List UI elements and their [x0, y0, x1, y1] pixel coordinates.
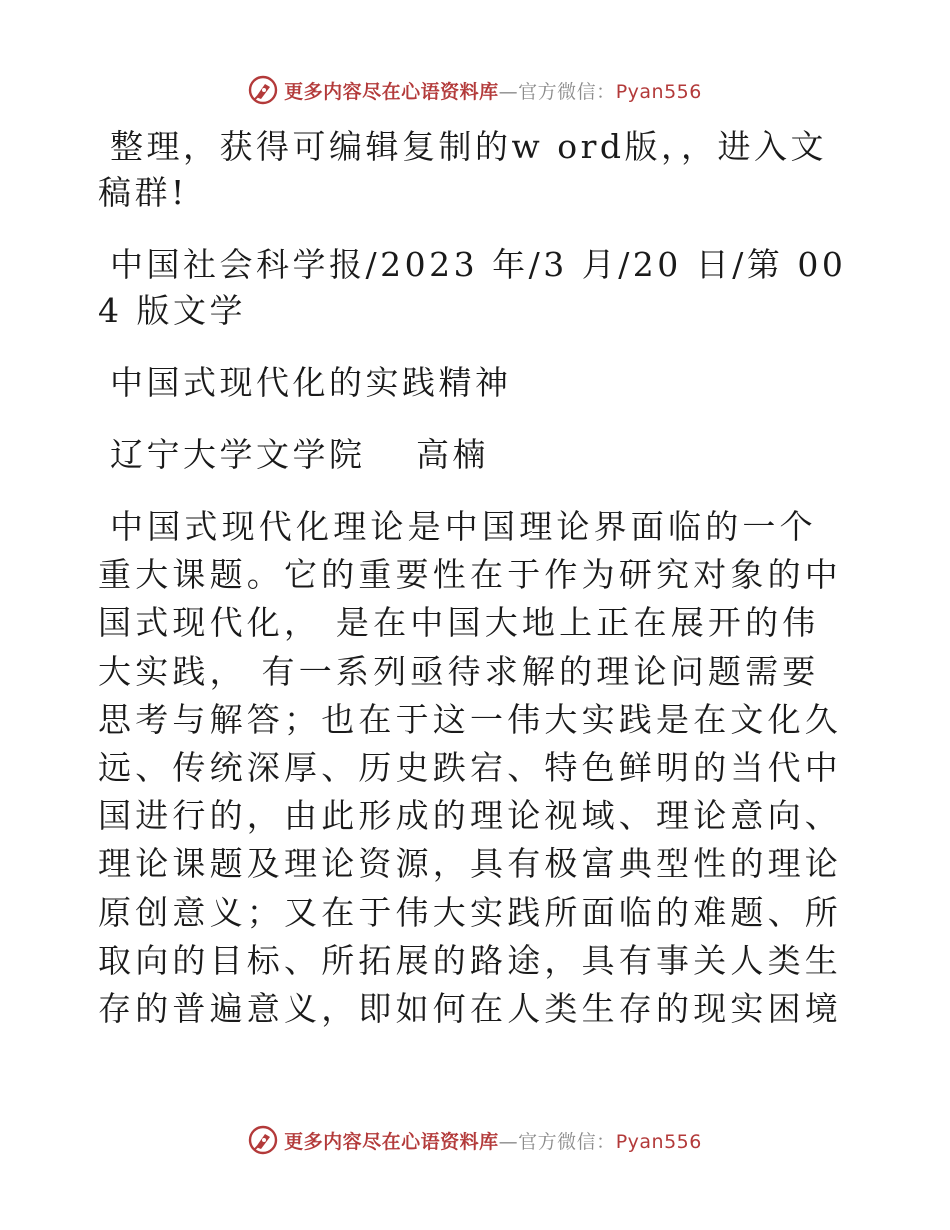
footer-banner — [0, 1122, 950, 1158]
banner-text — [284, 77, 702, 104]
banner-separator: — — [498, 80, 519, 103]
banner-text — [284, 1127, 702, 1154]
wechat-id: Pyan556 — [615, 1130, 702, 1153]
wechat-label: 官方微信： — [518, 80, 616, 103]
banner-slogan: 更多内容尽在心语资料库 — [284, 1130, 499, 1153]
notice-text: 整理，获得可编辑复制的w ord版，，进入文稿群! — [98, 127, 828, 212]
wechat-label: 官方微信： — [518, 1130, 616, 1153]
wechat-id: Pyan556 — [615, 80, 702, 103]
banner-slogan: 更多内容尽在心语资料库 — [284, 80, 499, 103]
pen-nib-icon — [248, 1125, 278, 1155]
source-line: 中国社会科学报/2023 年/3 月/20 日/第 004 版文学 — [98, 245, 847, 330]
pen-nib-icon — [248, 75, 278, 105]
banner-separator: — — [498, 1130, 519, 1153]
author-line: 辽宁大学文学院 高楠 — [110, 434, 489, 474]
header-banner — [0, 72, 950, 108]
article-title: 中国式现代化的实践精神 — [110, 363, 512, 402]
document-body — [98, 124, 850, 1060]
body-paragraph: 中国式现代化理论是中国理论界面临的一个重大课题。它的重要性在于作为研究对象的中国式现代化， 是在中国大地上正在展开的伟大实践， 有一系列亟待求解的理论问题需要思考与解答；也在于这一伟大实践是在文化久远、传统深厚、历史跌宕、特色鲜明的当代中国进行的，由此形成的理论视域、理论意向、理论课题及理论资源，具有极富典型性的理论原创意义；又在于伟大实践所面临的难题、所取向的目标、所拓展的路途，具有事关人类生存的普遍意义，即如何在人类生存的现实困境 — [98, 507, 842, 1029]
